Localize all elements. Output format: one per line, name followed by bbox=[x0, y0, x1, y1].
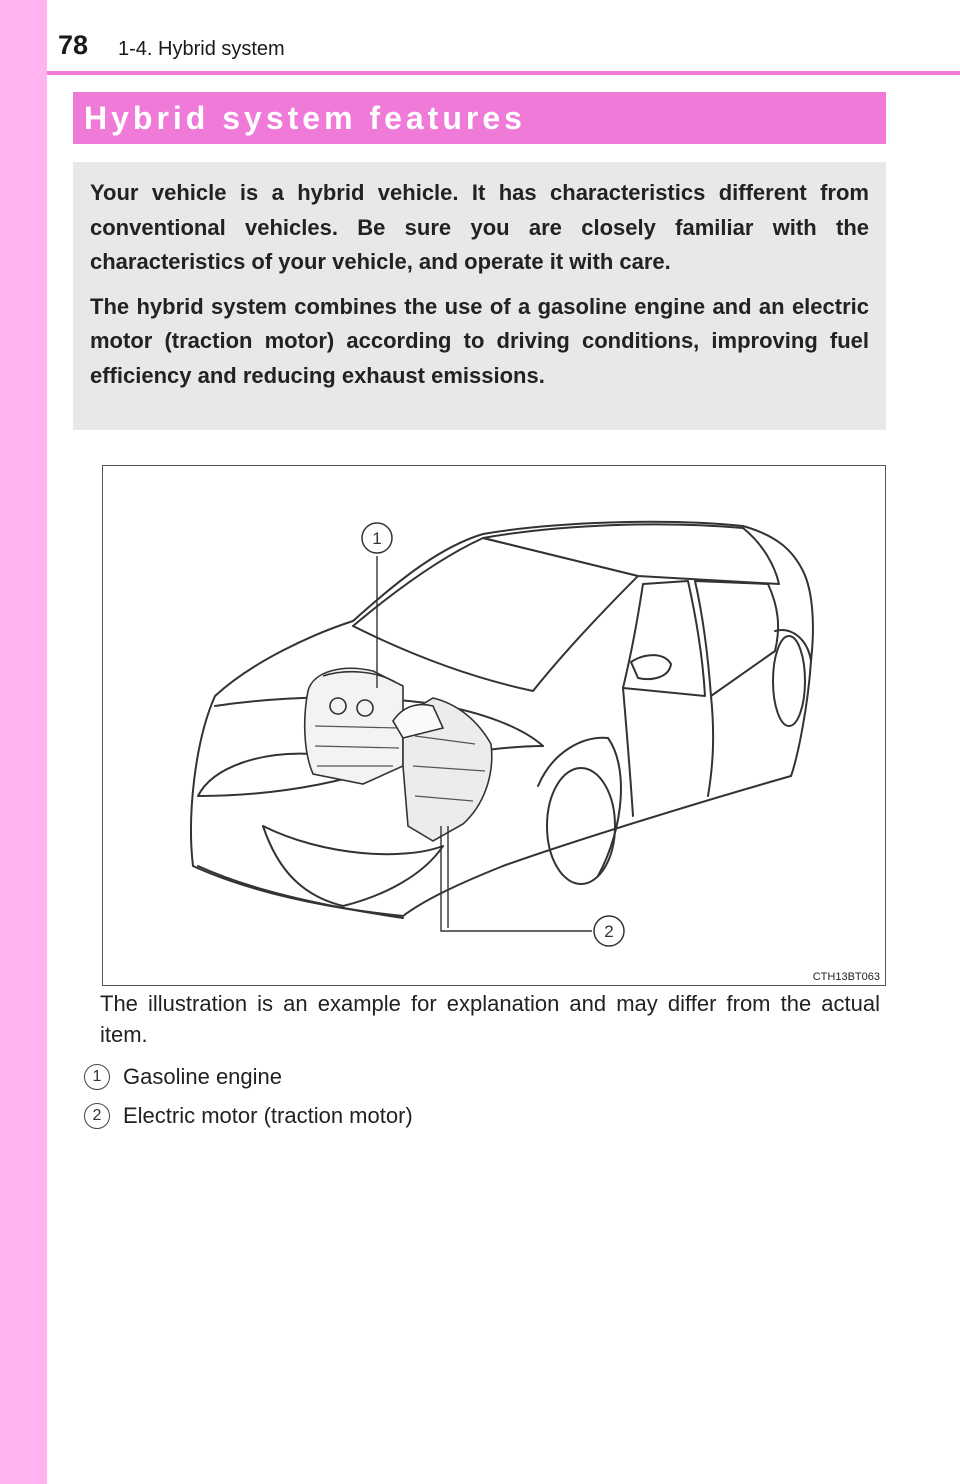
page-title: Hybrid system features bbox=[73, 92, 886, 144]
front-wheel-arch bbox=[538, 738, 621, 876]
gasoline-engine-drawing bbox=[305, 668, 403, 784]
car-drawing bbox=[103, 466, 885, 985]
legend-item-1 bbox=[84, 1062, 282, 1092]
side-window-rear bbox=[695, 581, 778, 696]
page-number: 78 bbox=[58, 30, 89, 60]
front-wheel bbox=[547, 768, 615, 884]
roof-line bbox=[483, 524, 779, 584]
windshield bbox=[353, 538, 638, 691]
legend-label-gasoline-engine: Gasoline engine bbox=[123, 1064, 283, 1089]
hybrid-car-illustration bbox=[102, 465, 886, 986]
front-grille bbox=[263, 826, 443, 906]
legend-label-electric-motor: Electric motor (traction motor) bbox=[123, 1103, 413, 1128]
callout-1-number: 1 bbox=[372, 529, 382, 548]
callout-2-leader bbox=[441, 826, 592, 931]
figure-code: CTH13BT063 bbox=[812, 971, 880, 983]
rear-wheel bbox=[773, 636, 805, 726]
legend-number-1: 1 bbox=[84, 1064, 110, 1090]
legend-item-2 bbox=[84, 1101, 413, 1131]
bumper-line bbox=[198, 866, 403, 918]
electric-motor-drawing bbox=[393, 698, 492, 841]
header-divider bbox=[47, 71, 960, 75]
section-heading: 1-4. Hybrid system bbox=[118, 38, 285, 60]
intro-paragraph-2: The hybrid system combines the use of a gasoline engine and an electric motor (traction motor) according to driving conditions, improving fuel efficiency and reducing exhaust emissions. bbox=[90, 293, 869, 388]
illustration-caption: The illustration is an example for explanation and may differ from the actual item. bbox=[100, 991, 880, 1047]
intro-paragraph-1: Your vehicle is a hybrid vehicle. It has characteristics different from conventional vehicles. Be sure you are closely familiar with the characteristics of your vehicle, and operate it with care. bbox=[90, 180, 869, 274]
side-mirror bbox=[631, 655, 671, 679]
door-line-rear bbox=[708, 696, 713, 796]
rear-wheel-arch bbox=[775, 630, 811, 661]
legend-number-2: 2 bbox=[84, 1103, 110, 1129]
door-line-front bbox=[623, 688, 633, 816]
side-window-front bbox=[623, 581, 705, 696]
intro-box bbox=[73, 162, 886, 430]
side-color-strip bbox=[0, 0, 47, 1484]
callout-2-number: 2 bbox=[604, 922, 614, 941]
